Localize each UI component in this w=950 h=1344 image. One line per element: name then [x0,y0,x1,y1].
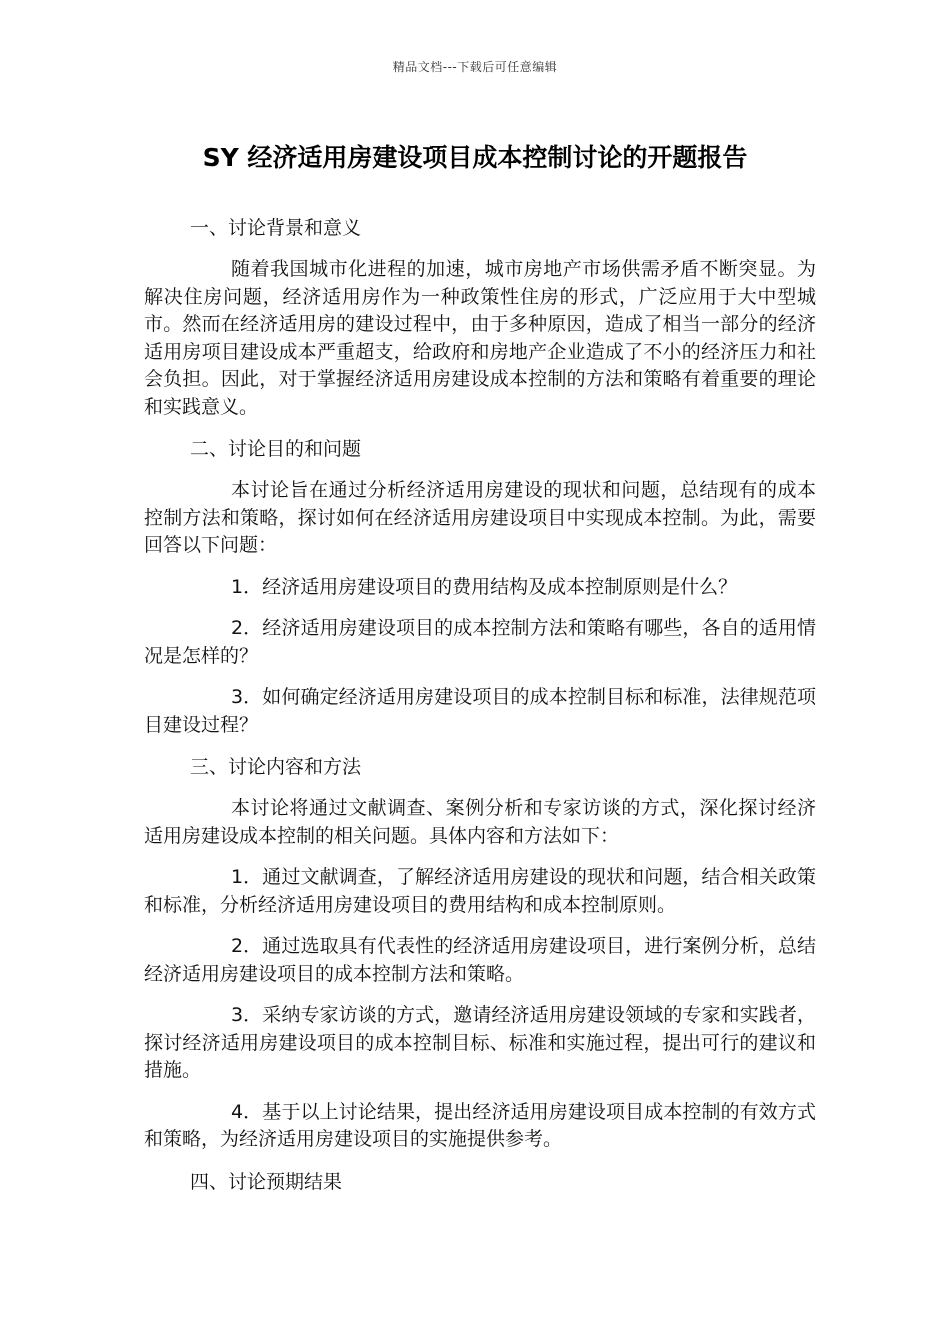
header-note: 精品文档---下载后可任意编辑 [392,60,558,74]
section-heading: 四、讨论预期结果 [190,1170,343,1193]
section-heading: 一、讨论背景和意义 [190,217,362,239]
list-item: 4．基于以上讨论结果，提出经济适用房建设项目成本控制的有效方式和策略，为经济适用房建设项目的实施提供参考。 [144,1100,816,1150]
section-heading: 三、讨论内容和方法 [190,756,362,778]
document-title: SY 经济适用房建设项目成本控制讨论的开题报告 [202,143,748,172]
paragraph: 本讨论旨在通过分析经济适用房建设的现状和问题，总结现有的成本控制方法和策略，探讨如何在经济适用房建设项目中实现成本控制。为此，需要回答以下问题： [144,479,816,556]
section-heading: 二、讨论目的和问题 [190,438,362,460]
list-item: 2．经济适用房建设项目的成本控制方法和策略有哪些，各自的适用情况是怎样的？ [144,617,816,667]
list-item: 2．通过选取具有代表性的经济适用房建设项目，进行案例分析，总结经济适用房建设项目的成本控制方法和策略。 [144,935,816,985]
list-item: 3．采纳专家访谈的方式，邀请经济适用房建设领域的专家和实践者，探讨经济适用房建设项目的成本控制目标、标准和实施过程，提出可行的建议和措施。 [144,1004,816,1081]
list-item: 3．如何确定经济适用房建设项目的成本控制目标和标准，法律规范项目建设过程？ [144,686,816,736]
paragraph: 本讨论将通过文献调查、案例分析和专家访谈的方式，深化探讨经济适用房建设成本控制的相关问题。具体内容和方法如下： [144,797,816,847]
document-body [144,214,816,1210]
list-item: 1．经济适用房建设项目的费用结构及成本控制原则是什么？ [231,575,738,598]
paragraph: 随着我国城市化进程的加速，城市房地产市场供需矛盾不断突显。为解决住房问题，经济适用房作为一种政策性住房的形式，广泛应用于大中型城市。然而在经济适用房的建设过程中，由于多种原因，造成了相当一部分的经济适用房项目建设成本严重超支，给政府和房地产企业造成了不小的经济压力和社会负担。因此，对于掌握经济适用房建设成本控制的方法和策略有着重要的理论和实践意义。 [144,258,816,418]
list-item: 1．通过文献调查，了解经济适用房建设的现状和问题，结合相关政策和标准，分析经济适用房建设项目的费用结构和成本控制原则。 [144,866,816,916]
